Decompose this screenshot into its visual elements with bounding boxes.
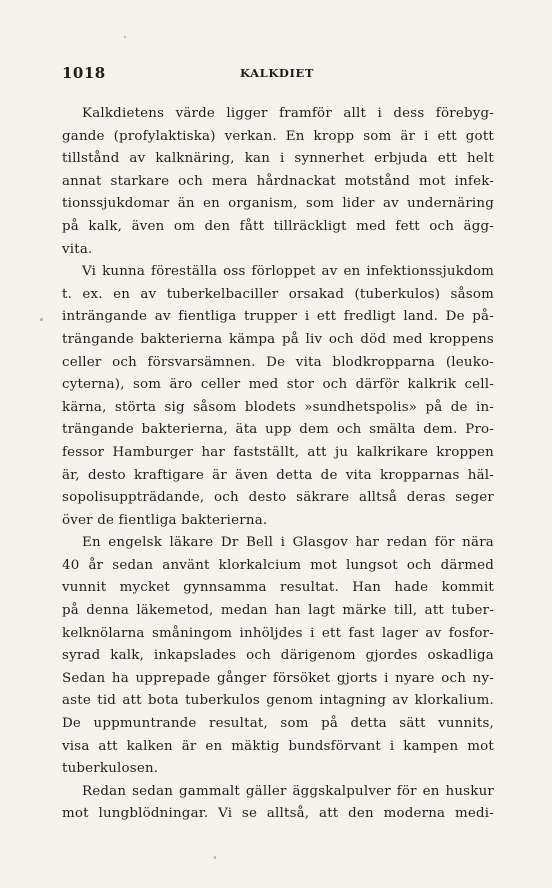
page-number: 1018 [62, 64, 106, 82]
text-line: på denna läkemetod, medan han lagt märke till, att tuber- [62, 603, 494, 619]
print-speck [214, 856, 216, 859]
text-line: sopolisuppträdande, och desto säkrare alltså deras seger [62, 490, 494, 506]
text-line: tionssjukdomar än en organism, som lider av undernäring [62, 196, 494, 212]
text-line: Vi kunna föreställa oss förloppet av en infektionssjukdom [82, 264, 494, 280]
text-line: syrad kalk, inkapslades och därigenom gjordes oskadliga [62, 648, 494, 664]
text-line: trängande bakterierna, äta upp dem och smälta dem. Pro- [62, 422, 495, 438]
print-speck [124, 36, 126, 38]
text-line: Kalkdietens värde ligger framför allt i dess förebyg- [82, 106, 494, 121]
text-line: över de fientliga bakterierna. [62, 512, 268, 528]
text-line: mot lungblödningar. Vi se alltså, att den moderna medi- [62, 806, 494, 822]
text-line: visa att kalken är en mäktig bundsförvant i kampen mot [62, 738, 495, 754]
text-line: gande (profylaktiska) verkan. En kropp som är i ett gott [62, 128, 494, 144]
print-speck [40, 318, 43, 321]
text-line: kelknölarna småningom inhöljdes i ett fast lager av fosfor- [62, 625, 494, 641]
text-line: aste tid att bota tuberkulos genom intagning av klorkalium. [62, 693, 494, 709]
text-line: De uppmuntrande resultat, som på detta sätt vunnits, [62, 716, 494, 732]
text-line: 40 år sedan använt klorkalcium mot lungsot och därmed [62, 557, 495, 573]
text-line: Sedan ha upprepade gånger försöket gjorts i nyare och ny- [62, 670, 494, 686]
text-line: på kalk, även om den fått tillräckligt med fett och ägg- [62, 218, 494, 234]
text-line: annat starkare och mera hårdnackat motstånd mot infek- [62, 173, 495, 189]
text-line: trängande bakterierna kämpa på liv och död med kroppens [62, 331, 494, 347]
text-line: tuberkulosen. [62, 761, 159, 777]
text-line: En engelsk läkare Dr Bell i Glasgov har redan för nära [82, 535, 494, 551]
text-line: celler och försvarsämnen. De vita blodkropparna (leuko- [62, 354, 494, 370]
text-line: vita. [62, 241, 93, 257]
text-line: cyterna), som äro celler med stor och därför kalkrik cell- [62, 377, 494, 393]
text-line: t. ex. en av tuberkelbaciller orsakad (tuberkulos) såsom [62, 286, 494, 302]
body-text [62, 103, 494, 826]
text-line: är, desto kraftigare är även detta de vita kropparnas häl- [62, 467, 494, 483]
running-head [62, 64, 492, 84]
text-line: inträngande av fientliga trupper i ett fredligt land. De på- [62, 309, 494, 325]
text-line: tillstånd av kalknäring, kan i synnerhet erbjuda ett helt [62, 151, 494, 167]
text-line: fessor Hamburger har fastställt, att ju kalkrikare kroppen [62, 444, 494, 460]
text-line: Redan sedan gammalt gäller äggskalpulver för en huskur [82, 783, 494, 799]
text-line: kärna, störta sig såsom blodets »sundhetspolis» på de in- [62, 399, 495, 415]
text-line: vunnit mycket gynnsamma resultat. Han hade kommit [62, 580, 495, 596]
running-title: KALKDIET [240, 66, 315, 80]
